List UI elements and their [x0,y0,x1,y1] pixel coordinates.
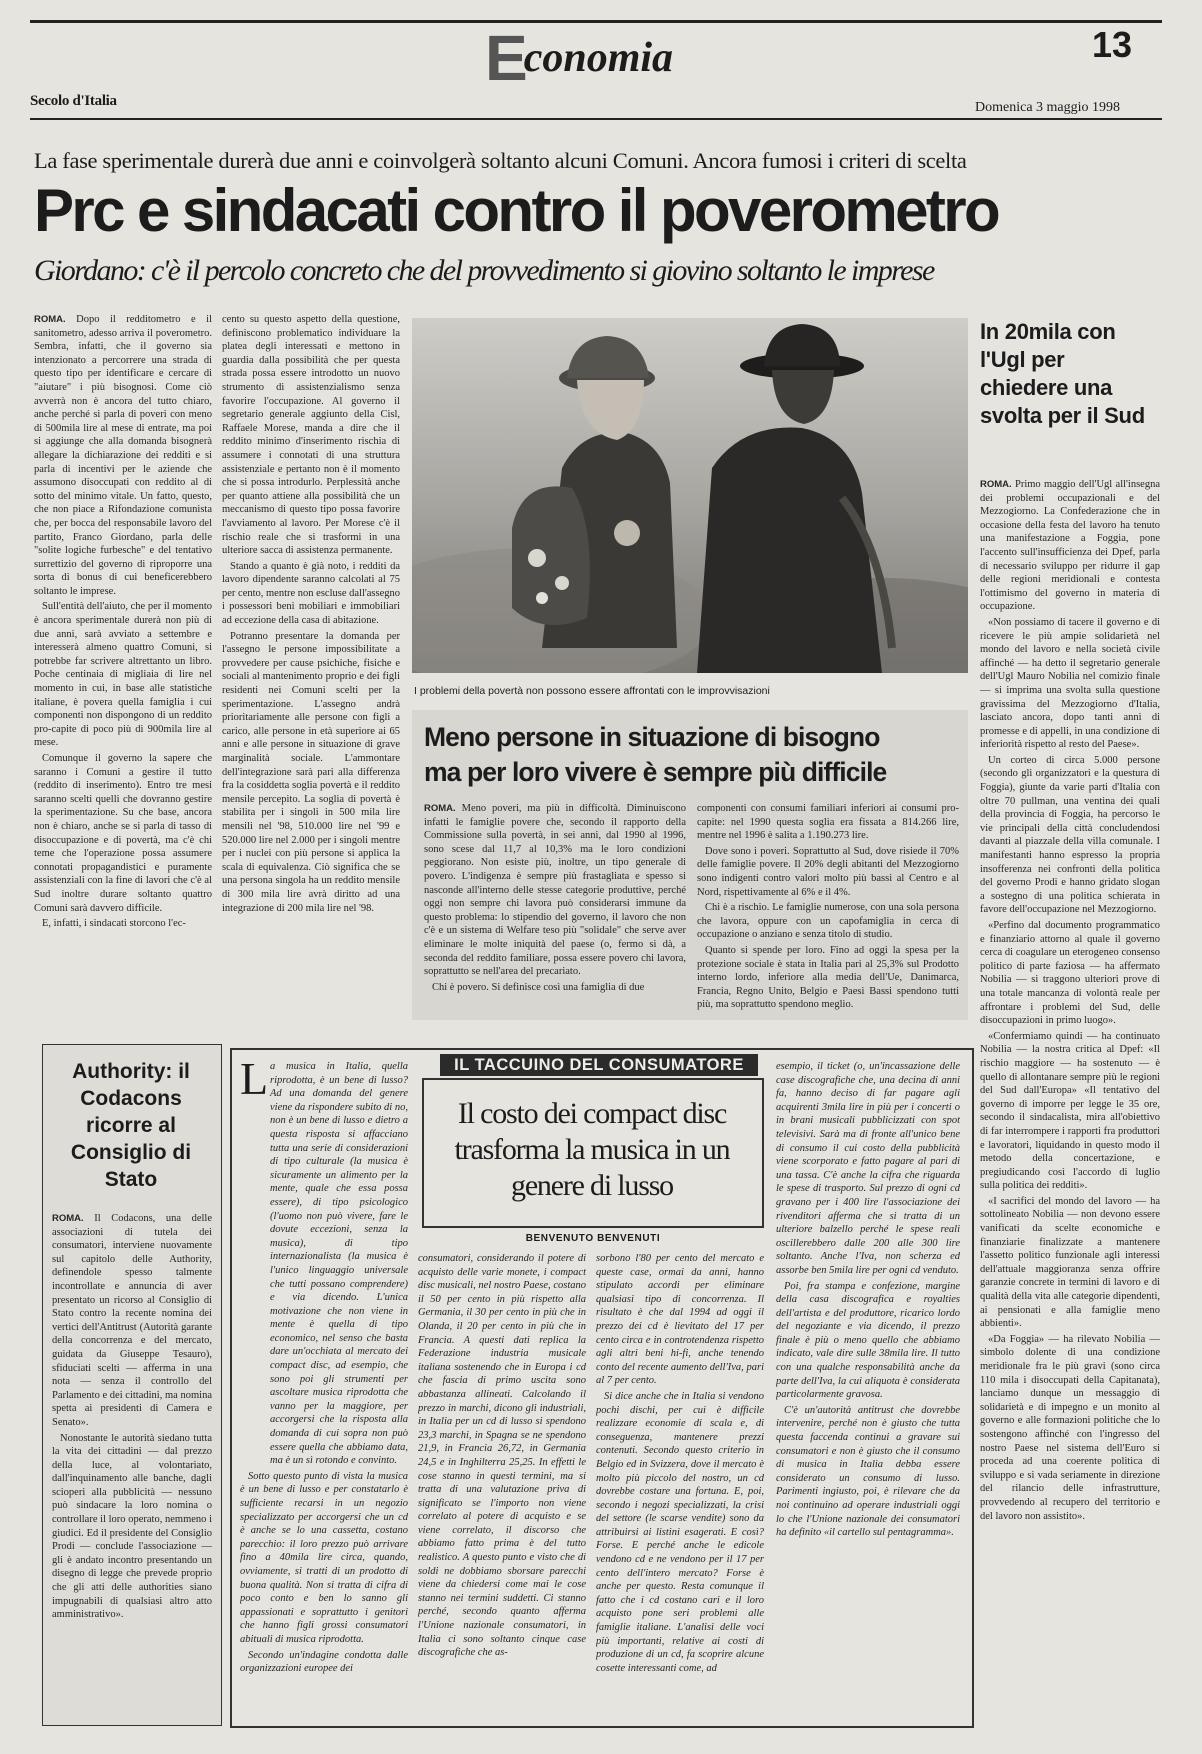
consumer-col2-text: consumatori, considerando il potere di acquisto delle varie monete, i compact disc musicali, nel nostro Paese, costano il 50 per cento in più rispetto alla Germania, il 30 per cento in più che in Olanda, il 20 per cento in più che in Francia. A questi dati replica la Federazione industria musicale italiana sostenendo che in Europa i cd che fascia di primo uscita sono abbastanza allineati. Calcolando il prezzo in marchi, dicono gli industriali, in Italia per un cd di lusso si spendono 23,3 marchi, in Spagna se ne spendono 21,9, in Francia 26,72, in Germania 24,5 e in Inghilterra 25,25. In effetti le cose stanno in questi termini, ma si tratta di una valutazione priva di significato se l'importo non viene correlato al potere di acquisto e se viene correlato, il discorso che abbiamo fatto prima è del tutto realistico. A questo punto e visto che di soldi ne dobbiamo sborsare parecchi viene da chiedersi come mai le cose stanno nei termini suddetti. Ci stanno perché, secondo quanto afferma l'Unione nazionale consumatori, in Italia ci sono soltanto cinque case discografiche che as- [418,1253,586,1659]
meno-col-1: ROMA. Meno poveri, ma più in difficoltà. Diminuiscono infatti le famiglie povere che, secondo il rapporto della Commissione sulla povertà, in sei anni, dal 1990 al 1996, sono scese dal 11,7 al 10,3% ma le loro condizioni peggiorano. Non esiste più, inoltre, un tipo generale di povero. L'indigenza è sempre più frastagliata e spesso si nasconde all'interno delle stesse categorie produttive, perché oggi non sempre chi lavora può considerarsi immune da questo problema: lo stipendio del governo, il lavoro che non c'è e un sistema di Welfare teso più "solidale" che serve aver eliminare le molte iniquità del paese (o, fermo si dà, a seconda del reddito familiare, possa essere povero chi lavora, soprattutto se nell'area del precariato. Chi è povero. Si definisce così una famiglia di due [424,803,686,993]
main-col-1: ROMA. Dopo il redditometro e il sanitometro, adesso arriva il poverometro. Sembra, infatti, che il governo sia intenzionato a percorrere una strada di questo tipo per identificare e cercare di "aiutare" i più bisognosi. Come ciò avverrà non è ancora del tutto chiaro, anche perché si parla di poveri con meno di 500mila lire al mese di entrate, ma poi si aggiunge che alla domanda bisognerà allegare la dichiarazione dei redditi e si parla di incentivi per le aziende che assumono disoccupati con reddito al di sotto del minimo vitale. Un fatto, questo, che non piace a Rifondazione comunista che, per bocca del responsabile lavoro del partito, Franco Giordano, parla delle "solite logiche furbesche" e del tentativo surrettizio del governo di riproporre una sorta di bonus di cui beneficerebbero soltanto le imprese. Sull'entità dell'aiuto, che per il momento è ancora sperimentale durerà non più di due anni, sarà avviato a settembre e interesserà almeno quattro Comuni, si potrebbe far scrivere altrettanto un libro. Poche centinaia di migliaia di lire nel momento in cui, in base alle statistiche italiane, è povera quella famiglia i cui componenti non dispongono di un reddito pro-capite di poco più di 900mila lire al mese. Comunque il governo la sapere che saranno i Comuni a gestire il tutto (reddito di inserimento). Entro tre mesi saranno scelti quelli che dovranno gestire la sperimentazione. Su che base, ancora non è chiaro, anche se si parla di tasso di disoccupazione e di povertà, ma c'è chi teme che l'operazione possa assumere connotati propagandistici e puramente assistenziali con la fine di lavori che c'è al Sud inoltre durare soltanto quattro Comuni sarà davvero difficile. E, infatti, i sindacati storcono l'ec- [34,314,212,930]
main-subhead: Giordano: c'è il percolo concreto che del provvedimento si giovino soltanto le imprese [34,254,934,287]
consumer-col-1 [240,1053,408,1718]
consumer-banner: IL TACCUINO DEL CONSUMATORE [440,1054,758,1076]
consumer-col3-text: sorbono l'80 per cento del mercato e queste case, ormai da anni, hanno stipulato accordi per eliminare qualsiasi tipo di concorrenza. Il risultato è che dal 1994 ad oggi il prezzo dei cd è lievitato del 17 per cento circa e in controtendenza rispetto agli altri beni hi-fi, anche tenendo conto del recente aumento dell'Iva, pari al 7 per cento. [596,1253,764,1387]
consumer-col4c-text: C'è un'autorità antitrust che dovrebbe intervenire, perché non è giusto che tutta questa faccenda continui a gravare sui consumatori e non è giusto che il consumo di musica in Italia debba essere considerato un consumo di lusso. Parimenti ingiusto, poi, è rilevare che da noi continuino ad operare industriali oggi lo che l'Unione nazionale dei consumatori ha definito «il cartello sul pentagramma». [776,1404,960,1539]
main-col-2 [222,313,400,1033]
consumer-author: BENVENUTO BENVENUTI [525,1233,661,1244]
sidebar-text-5: «Confermiamo quindi — ha continuato Nobilia — la nostra critica al Dpef: «Il rischio maggiore — ha sostenuto — è quello di allontanare sempre più le regioni del Sud dall'Europa» «Il tentativo del governo di imporre per legge le 35 ore, secondo il sindacalista, mira all'obiettivo di far interrompere i rapporti fra produttori e lavoratori, liquidando in questo modo il metodo della concertazione, e pregiudicando così l'accordo di luglio sulla politica dei redditi». [980,1030,1160,1192]
sidebar-headline: In 20mila con l'Ugl per chiedere una svolta per il Sud [980,319,1145,428]
authority-headline: Authority: il Codacons ricorre al Consiglio di Stato [70,1060,192,1191]
main-col1b-text: Sull'entità dell'aiuto, che per il momento è ancora sperimentale durerà non più di due anni, sarà avviato a settembre e interesserà almeno quattro Comuni, si potrebbe far scrivere altrettanto un libro. Poche centinaia di migliaia di lire nel momento in cui, in base alle statistiche italiane, è povera quella famiglia i cui componenti non dispongono di un reddito pro-capite di poco più di 900mila lire al mese. [34,601,212,749]
meno-headline-2: ma per loro vivere è sempre più difficile [424,757,887,787]
meno-headline-1: Meno persone in situazione di bisogno [424,722,880,752]
meno-col2c-text: Chi è a rischio. Le famiglie numerose, con una sola persona che lavora, oppure con un capofamiglia in cerca di occupazione o anziano e senza titolo di studio. [697,902,959,941]
meno-col1-text: Meno poveri, ma più in difficoltà. Diminuiscono infatti le famiglie povere che, secondo il rapporto della Commissione sulla povertà, in sei anni, dal 1990 al 1996, sono scese dal 11,7 al 10,3% ma le loro condizioni peggiorano. Non esiste più, inoltre, un tipo generale di povero. L'indigenza è sempre più frastagliata e spesso si nasconde all'interno delle stesse categorie produttive, perché oggi non sempre chi lavora può considerarsi immune da questo problema: lo stipendio del governo, il lavoro che non c'è e un sistema di Welfare teso più "solidale" che serve aver eliminare le molte iniquità del paese (o, fermo si dà, a seconda del reddito familiare, possa essere povero chi lavora, soprattutto se nell'area del precariato. [424,803,686,978]
meno-col1b-text: Chi è povero. Si definisce così una famiglia di due [432,981,645,993]
consumer-col1b-text: Sotto questo punto di vista la musica è un bene di lusso e per constatarlo è sufficiente recarsi in un negozio specializzato per accorgersi che un cd è anche se lo una cassetta, costano parecchio: il loro prezzo può arrivare fino a 40mila lire circa, quando, ovviamente, si tratti di un prodotto di buona qualità. Non si tratta di cifra di poco conto e ben lo sanno gli appassionati e soprattutto i genitori che hanno figli grossi consumatori abituali di musica riprodotta. [240,1470,408,1645]
authority-body: ROMA. Il Codacons, una delle associazioni di tutela dei consumatori, interviene nuovamente sul capitolo delle Authority, definendole spesso talmente incontrollate e annuncia di aver presentato un ricorso al Consiglio di Stato contro la recente nomina dei vertici dell'Antitrust (Autorità garante della concorrenza e del mercato, guidata da Giuseppe Tesauro), sfiduciati scelti — afferma in una nota — senza il controllo del Parlamento e dei cittadini, ma nomina spetta ai presidenti di Camera e Senato». Nonostante le autorità siedano tutta la vita dei cittadini — dal prezzo della luce, al volontariato, dall'inquinamento alle banche, dagli scioperi alla pubblicità — nessuno può sindacare la loro nomina o controllare il loro operato, nemmeno i giudici. Ed il presidente del Consiglio Prodi — conclude l'associazione — gli è andato incontro presentando un disegno di legge che prevede proprio che gli atti delle authorities siano impugnabili di qualsiasi altro atto amministrativo». [52,1213,212,1621]
sidebar-text-1: Primo maggio dell'Ugl all'insegna dei problemi occupazionali e del Mezzogiorno. La Confederazione che in occasione della festa del lavoro ha tenuto una manifestazione a Foggia, pone l'accento sull'insufficienza dei Dpef, parla di necessario sviluppo per ridurre il gap delle regioni meridionali e contesta l'ottimismo del governo in materia di occupazione. [980,479,1160,613]
consumer-drop-cap: L [240,1053,269,1104]
main-col1-text: Dopo il redditometro e il sanitometro, adesso arriva il poverometro. Sembra, infatti, che il governo sia intenzionato a percorrere una strada di questo tipo per identificare e cercare di "aiutare" i più bisognosi. Come ciò avverrà non è ancora del tutto chiaro, anche perché si parla di poveri con meno di 500mila lire al mese di entrate, ma poi si aggiunge che alla domanda bisognerà allegare la dichiarazione dei redditi e si parla di incentivi per le aziende che assumono disoccupati con reddito al di sotto del minimo vitale. Un fatto, questo, che non piace a Rifondazione comunista che, per bocca del responsabile lavoro del partito, Franco Giordano, parla delle "solite logiche furbesche" e del tentativo surrettizio del governo di riproporre una sorta di bonus di cui beneficerebbero soltanto le imprese. [34,314,212,597]
main-col1c-text: Comunque il governo la sapere che saranno i Comuni a gestire il tutto (reddito di inserimento). Entro tre mesi saranno scelti quelli che dovranno gestire la sperimentazione. Su che base, ancora non è chiaro, anche se si parla di tasso di disoccupazione e di povertà, ma c'è chi teme che l'operazione possa assumere connotati propagandistici e puramente assistenziali con la fine di lavori che c'è al Sud inoltre durare soltanto quattro Comuni sarà davvero difficile. [34,753,212,914]
main-kicker: La fase sperimentale durerà due anni e coinvolgerà soltanto alcuni Comuni. Ancora fumosi i criteri di scelta [34,148,967,173]
meno-col2-text: componenti con consumi familiari inferiori ai consumi pro-capite: nel 1990 questa soglia era fissata a 814.266 lire, mentre nel 1996 è salita a 1.190.273 lire. [697,803,959,842]
sidebar-body: ROMA. Primo maggio dell'Ugl all'insegna dei problemi occupazionali e del Mezzogiorno. La Confederazione che in occasione della festa del lavoro ha tenuto una manifestazione a Foggia, pone l'accento sull'insufficienza dei Dpef, parla di necessario sviluppo per ridurre il gap delle regioni meridionali e contesta l'ottimismo del governo in materia di occupazione. «Non possiamo di tacere il governo e di ricevere le più ampie solidarietà nel mondo del lavoro e nella società civile affinché — ha detto il segretario generale dell'Ugl Mauro Nobilia nel comizio finale — si imprima una svolta sulla questione gravissima del Mezzogiorno d'Italia, lasciato ancora, dopo tanti anni di promesse e di appelli, in una condizione di inferiorità rispetto al resto del Paese». Un corteo di circa 5.000 persone (secondo gli organizzatori e la questura di Foggia), giunte da varie parti d'Italia con oltre 70 pullman, una ventina dei quali della provincia di Foggia, ha percorso le vie principali della città concludendosi davanti al piazzale della villa comunale. I manifestanti hanno espresso la propria insofferenza nei confronti della politica del governo Prodi e hanno gridato slogan a sostegno di una politica schierata in favore dell'occupazione nel Mezzogiorno. «Perfino dal documento programmatico e finanziario attorno al quale il governo cerca di coagulare un eterogeneo consenso politico di parte faziosa — ha affermato Nobilia — si traggono ulteriori prove di una totale mancanza di volontà reale per affrontare i problemi del Sud, delle disoccupazioni in primo luogo». «Confermiamo quindi — ha continuato Nobilia — la nostra critica al Dpef: «Il rischio maggiore — ha sostenuto — è quello di allontanare sempre più le regioni del Sud dall'Europa» «Il tentativo del governo di imporre per legge le 35 ore, secondo il sindacalista, mira all'obiettivo di far interrompere i rapporti fra produttori e lavoratori, liquidando in questo modo il metodo della concertazione, e pregiudicando così l'accordo di luglio sulla politica dei redditi». «I sacrifici del mondo del lavoro — ha sottolineato Nobilia — non devono essere vanificati da scelte economiche e finanziarie finalizzate a mantenere l'assetto politico funzionale agli interessi dell'attuale maggioranza senza offrire garanzie concrete in termini di lavoro e di qualità della vita alle categorie dipendenti, ai pensionati e alla famiglie meno abbienti». «Da Foggia» — ha rilevato Nobilia — simbolo dolente di una condizione meridionale fra le più gravi (sono circa 110 mila i disoccupati della Capitanata), lanciamo dunque un messaggio di solidarietà e di impegno e un monito al governo e alle formazioni politiche che lo sostengono affinché con l'ingresso del nostro Paese nel sistema dell'Euro si proceda ad una coerente politica di sviluppo e si vada seriamente in direzione del rilancio delle infrastrutture, provvedendo al recupero del territorio e del lavoro non assistito». [980,479,1160,1522]
top-rule [30,20,1162,23]
page-number: 13 [1092,24,1133,65]
section-rest: conomia [523,35,674,81]
meno-col2b-text: Dove sono i poveri. Soprattutto al Sud, dove risiede il 70% delle famiglie povere. Il 20% degli abitanti del Mezzogiorno sono indigenti contro valori molto più bassi al Centro e al Nord, rispettivamente al 6% e il 4%. [697,845,959,898]
consumer-col4b-text: Poi, fra stampa e confezione, margine della casa discografica e royalties dell'artista e del produttore, ricarico lordo del negoziante e via dicendo, il prezzo finale è più o meno quello che abbiamo indicato, vale dire sulle 38mila lire. Il tutto con una qualche responsabilità anche da parte dell'Iva, la cui aliquota è considerata particolarmente gravosa. [776,1280,960,1401]
main-headline: Prc e sindacati contro il poverometro [34,177,999,244]
sidebar-text-4: «Perfino dal documento programmatico e finanziario attorno al quale il governo cerca di coagulare un eterogeneo consenso politico di parte faziosa — ha affermato Nobilia — si traggono ulteriori prove di una totale mancanza di volontà reale per affrontare i problemi del Sud, delle disoccupazioni in primo luogo». [980,920,1160,1027]
meno-col-2 [697,802,959,1012]
consumer-col-4 [776,1060,960,1718]
section-title [485,22,674,94]
consumer-col3b-text: Si dice anche che in Italia si vendono pochi dischi, per cui è difficile realizzare economie di scala e, di conseguenza, mantenere prezzi contenuti. Secondo questo criterio in Belgio ed in Svizzera, dove il mercato è molto più piccolo del nostro, un cd dovrebbe costare una fortuna. E, poi, secondo i negozi specializzati, la crisi del settore (le scarse vendite) sono da attribuirsi ai listini esagerati. E così? Forse. E perché anche le edicole vendono cd e ne vendono per il 17 per cento dell'intero mercato? Forse è anche per questo. Resta comunque il fatto che i cd costano cari e il loro acquisto pone seri problemi alle famiglie italiane. L'analisi delle voci più importanti, relative ai costi di produzione di un cd, fa scoprire alcune cosette interessanti come, ad [596,1390,764,1674]
main-col2b-text: Stando a quanto è già noto, i redditi da lavoro dipendente saranno calcolati al 75 per cento, mentre non escluse dall'assegno i possessori beni mobiliari e immobiliari ad eccezione della casa di abitazione. [222,560,400,627]
consumer-title: Il costo dei compact disc trasforma la musica in un genere di lusso [454,1097,730,1202]
consumer-col1c-text: Secondo un'indagine condotta dalle organizzazioni europee dei [240,1649,408,1675]
section-initial: E [485,22,528,94]
sidebar-text-3: Un corteo di circa 5.000 persone (secondo gli organizzatori e la questura di Foggia), giunte da varie parti d'Italia con oltre 70 pullman, una ventina dei quali della provincia di Foggia, ha percorso le vie principali della città concludendosi davanti al piazzale della villa comunale. I manifestanti hanno espresso la propria insofferenza nei confronti della politica del governo Prodi e hanno gridato slogan a sostegno di una politica schierata in favore dell'occupazione nel Mezzogiorno. [980,754,1160,916]
sidebar-text-2: «Non possiamo di tacere il governo e di ricevere le più ampie solidarietà nel mondo del lavoro e nella società civile affinché — ha detto il segretario generale dell'Ugl Mauro Nobilia nel comizio finale — si imprima una svolta sulla questione gravissima del Mezzogiorno d'Italia, lasciato ancora, dopo tanti anni di promesse e di appelli, in una condizione di inferiorità rispetto al resto del Paese». [980,616,1160,751]
news-photo [412,318,968,673]
sidebar-text-6: «I sacrifici del mondo del lavoro — ha sottolineato Nobilia — non devono essere vanificati da scelte economiche e finanziarie finalizzate a mantenere l'assetto politico funzionale agli interessi dell'attuale maggioranza senza offrire garanzie concrete in termini di lavoro e di qualità della vita alle categorie dipendenti, ai pensionati e alla famiglie meno abbienti». [980,1195,1160,1330]
consumer-col-3 [596,1252,764,1718]
photo-illustration [412,318,968,673]
meno-col2d-text: Quanto si spende per loro. Fino ad oggi la spesa per la protezione sociale è stata in Italia pari al 25,3% sul Prodotto interno lordo, inferiore alla media dell'Ue, Danimarca, Francia, Regno Unito, Belgio e Paesi Bassi spendono tutti più, ma soprattutto spendono meglio. [697,944,959,1011]
main-col2-text: cento su questo aspetto della questione, definiscono problematico individuare la platea degli interessati e mettono in guardia dalla possibilità che per questa strada possa essere introdotto un nuovo strumento di assistenzialismo senza favorire l'occupazione. Al governo il segretario generale aggiunto della Cisl, Raffaele Morese, manda a dire che il reddito minimo d'inserimento rischia di assumere i connotati di una struttura assistenziale e pertanto non è il momento che si possa introdurlo. Perplessità anche per quanto attiene alla possibilità che un meccanismo di questo tipo possa favorire l'avviamento al lavoro. Per Morese c'è il rischio reale che si trasformi in una ulteriore sacca di assistenza permanente. [222,314,400,557]
date-line: Domenica 3 maggio 1998 [975,100,1121,115]
sidebar-text-7: «Da Foggia» — ha rilevato Nobilia — simbolo dolente di una condizione meridionale fra le più gravi (sono circa 110 mila i disoccupati della Capitanata), lanciamo dunque un messaggio di solidarietà e di impegno e un monito al governo e alle formazioni politiche che lo sostengono affinché con l'ingresso del nostro Paese nel sistema dell'Euro si proceda ad una coerente politica di sviluppo e si vada seriamente in direzione del rilancio delle infrastrutture, provvedendo al recupero del territorio e del lavoro non assistito». [980,1333,1160,1522]
authority-text-1: Il Codacons, una delle associazioni di tutela dei consumatori, interviene nuovamente sul capitolo delle Authority, definendole spesso talmente incontrollate e annuncia di aver presentato un ricorso al Consiglio di Stato contro la recente nomina dei vertici dell'Antitrust (Autorità garante della concorrenza e del mercato, guidata da Giuseppe Tesauro), sfiduciati scelti — afferma in una nota — senza il controllo del Parlamento e dei cittadini, ma nomina spetta ai presidenti di Camera e Senato». [52,1213,212,1428]
masthead: Secolo d'Italia [30,93,117,109]
photo-caption: I problemi della povertà non possono essere affrontati con le improvvisazioni [414,685,770,697]
consumer-col1a-text: a musica in Italia, quella riprodotta, è un bene di lusso? Ad una domanda del genere viene da rispondere subito di no, non è un bene di lusso e dietro a questa risposta si affacciano tutta una serie di considerazioni di tipo culturale (la musica è sicuramente un alimento per la mente, quale che essa possa essere), di tipo psicologico (l'uomo non può vivere, fare le dovute eccezioni, senza la musica), di tipo internazionalista (la musica è l'unico linguaggio universale che tutti possano comprendere) e via dicendo. L'unica motivazione che non viene in mente è quella di tipo economico, nel senso che basta dare un'occhiata al mercato dei compact disc, ad esempio, che sono poi gli strumenti per ascoltare musica riprodotta che vanno per la maggiore, per accorgersi che la risposta alla domanda di cui sopra non può essere quella che abbiamo data, ma è un sì rotondo e convinto. [270,1061,408,1467]
header-rule [30,118,1162,120]
consumer-col4-text: esempio, il ticket (o, un'incassazione delle case discografiche che, una decina di anni fa, hanno deciso di far pagare agli acquirenti 3mila lire in più per i concerti o in brani musicali pubblicizzati con spot televisivi. Sarà ma di fronte all'unico bene di consumo il cui costo della pubblicità viene scorporato e fatto pagare al pari di una tassa. C'è anche la cifra che riguarda le spese di trasporto. Sul prezzo di ogni cd gravano per i 400 lire l'associazione dei rivenditori afferma che si tratta di un ulteriore balzello perché le spese reali oscillerebbero dalle 200 alle 300 lire soltanto. Anche l'Iva, non scherza ed assorbe ben 5mila lire per ogni cd venduto. [776,1061,960,1276]
main-col1d-text: E, infatti, i sindacati storcono l'ec- [42,918,186,930]
consumer-col-2 [418,1252,586,1718]
authority-text-2: Nonostante le autorità siedano tutta la vita dei cittadini — dal prezzo della luce, al volontariato, dall'inquinamento alle banche, dagli scioperi alla pubblicità — nessuno può sindacare la loro nomina o controllare il loro operato, nemmeno i giudici. Ed il presidente del Consiglio Prodi — conclude l'associazione — gli è andato incontro presentando un disegno di legge che prevede proprio che gli atti delle authorities siano impugnabili di qualsiasi altro atto amministrativo». [52,1432,212,1621]
main-col2c-text: Potranno presentare la domanda per l'assegno le persone impossibilitate a provvedere per cause psichiche, fisiche e sociali al mantenimento proprio e dei figli residenti nei Comuni scelti per la sperimentazione. L'assegno andrà prioritariamente alle persone con figli a carico, alle persone in età superiore ai 65 anni e alle persone in situazione di grave marginalità sociale. L'ammontare dell'integrazione sarà pari alla differenza fra la cosiddetta soglia povertà e il reddito mensile percepito. La soglia di povertà è stabilita per i singoli in 500 mila lire mensili nel '98, 510.000 lire nel '99 e 520.000 lire nel 2.000 per i singoli mentre per i nuclei con più persone si applica la scala di equivalenza. Ciò significa che se una persona singola ha un reddito mensile di 300 mila lire avrà diritto ad una integrazione di 200 mila lire nel '98. [222,630,400,914]
